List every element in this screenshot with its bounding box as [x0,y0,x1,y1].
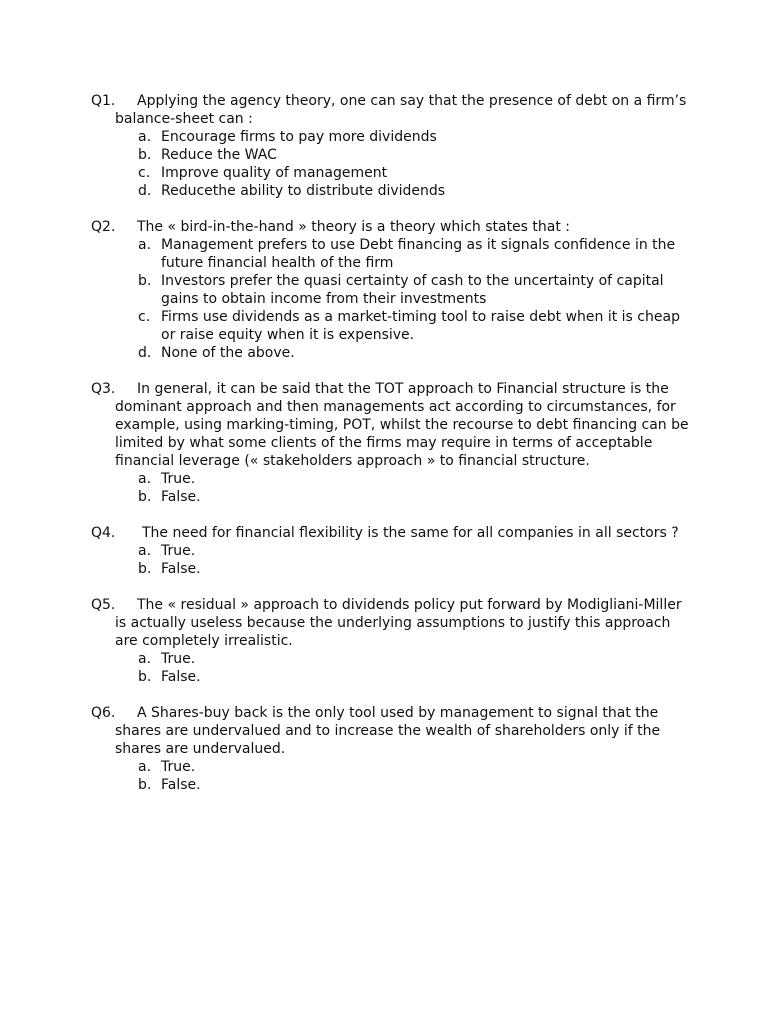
option-text: True. [161,759,196,775]
question-3 [91,380,691,506]
question-2-option-c[interactable] [91,308,691,344]
question-1-option-b[interactable] [91,146,691,164]
question-5 [91,596,691,686]
option-text: Management prefers to use Debt financing as it signals confidence in the future financial health of the firm [161,237,676,271]
question-2-number: Q2. [91,219,116,235]
option-letter: a. [138,759,152,775]
question-3-option-b[interactable] [91,488,691,506]
option-letter: c. [138,165,151,181]
option-text: Reducethe ability to distribute dividends [161,183,446,199]
question-5-option-a[interactable] [91,650,691,668]
question-5-number: Q5. [91,597,116,613]
option-letter: b. [138,147,152,163]
option-letter: d. [138,345,152,361]
option-text: True. [161,543,196,559]
option-text: True. [161,651,196,667]
question-2-stem [91,218,691,236]
question-1-stem [91,92,691,128]
question-5-options [91,650,691,686]
question-1-number: Q1. [91,93,116,109]
question-4 [91,524,691,578]
question-2 [91,218,691,362]
question-2-text: The « bird-in-the-hand » theory is a theory which states that : [137,219,571,235]
option-text: False. [161,777,201,793]
question-6 [91,704,691,794]
question-3-text: In general, it can be said that the TOT approach to Financial structure is the dominant approach and then managements act according to circumstances, for example, using marking-timing, POT, whilst the recourse to debt financing can be limited by what some clients of the firms may require in terms of acceptable financial leverage (« stakeholders approach » to financial structure. [115,381,689,469]
option-letter: b. [138,273,152,289]
question-3-number: Q3. [91,381,116,397]
option-text: None of the above. [161,345,295,361]
question-6-stem [91,704,691,758]
option-letter: a. [138,237,152,253]
question-2-option-a[interactable] [91,236,691,272]
option-letter: c. [138,309,151,325]
option-letter: b. [138,669,152,685]
question-4-option-a[interactable] [91,542,691,560]
option-text: False. [161,669,201,685]
question-5-text: The « residual » approach to dividends policy put forward by Modigliani-Miller is actually useless because the underlying assumptions to justify this approach are completely irrealistic. [115,597,682,649]
question-6-options [91,758,691,794]
option-text: Reduce the WAC [161,147,277,163]
question-1-options [91,128,691,200]
option-text: Improve quality of management [161,165,388,181]
question-4-text: The need for financial flexibility is the same for all companies in all sectors ? [142,525,679,541]
question-1 [91,92,691,200]
question-3-stem [91,380,691,470]
option-letter: a. [138,543,152,559]
option-letter: b. [138,777,152,793]
option-text: Encourage firms to pay more dividends [161,129,437,145]
option-text: Investors prefer the quasi certainty of cash to the uncertainty of capital gains to obtain income from their investments [161,273,664,307]
option-letter: a. [138,651,152,667]
question-6-option-a[interactable] [91,758,691,776]
option-text: False. [161,561,201,577]
question-6-text: A Shares-buy back is the only tool used by management to signal that the shares are undervalued and to increase the wealth of shareholders only if the shares are undervalued. [115,705,661,757]
question-list [91,92,691,812]
option-letter: d. [138,183,152,199]
option-text: False. [161,489,201,505]
question-6-number: Q6. [91,705,116,721]
question-2-option-d[interactable] [91,344,691,362]
question-3-option-a[interactable] [91,470,691,488]
question-4-option-b[interactable] [91,560,691,578]
question-3-options [91,470,691,506]
question-1-option-c[interactable] [91,164,691,182]
question-4-number: Q4. [91,525,116,541]
question-4-stem [91,524,691,542]
option-letter: b. [138,489,152,505]
question-5-option-b[interactable] [91,668,691,686]
question-1-text: Applying the agency theory, one can say that the presence of debt on a firm’s balance-sheet can : [115,93,687,127]
question-6-option-b[interactable] [91,776,691,794]
question-4-options [91,542,691,578]
question-2-option-b[interactable] [91,272,691,308]
option-text: Firms use dividends as a market-timing tool to raise debt when it is cheap or raise equity when it is expensive. [161,309,680,343]
question-1-option-a[interactable] [91,128,691,146]
option-letter: a. [138,129,152,145]
option-text: True. [161,471,196,487]
question-1-option-d[interactable] [91,182,691,200]
question-5-stem [91,596,691,650]
option-letter: a. [138,471,152,487]
question-2-options [91,236,691,362]
option-letter: b. [138,561,152,577]
